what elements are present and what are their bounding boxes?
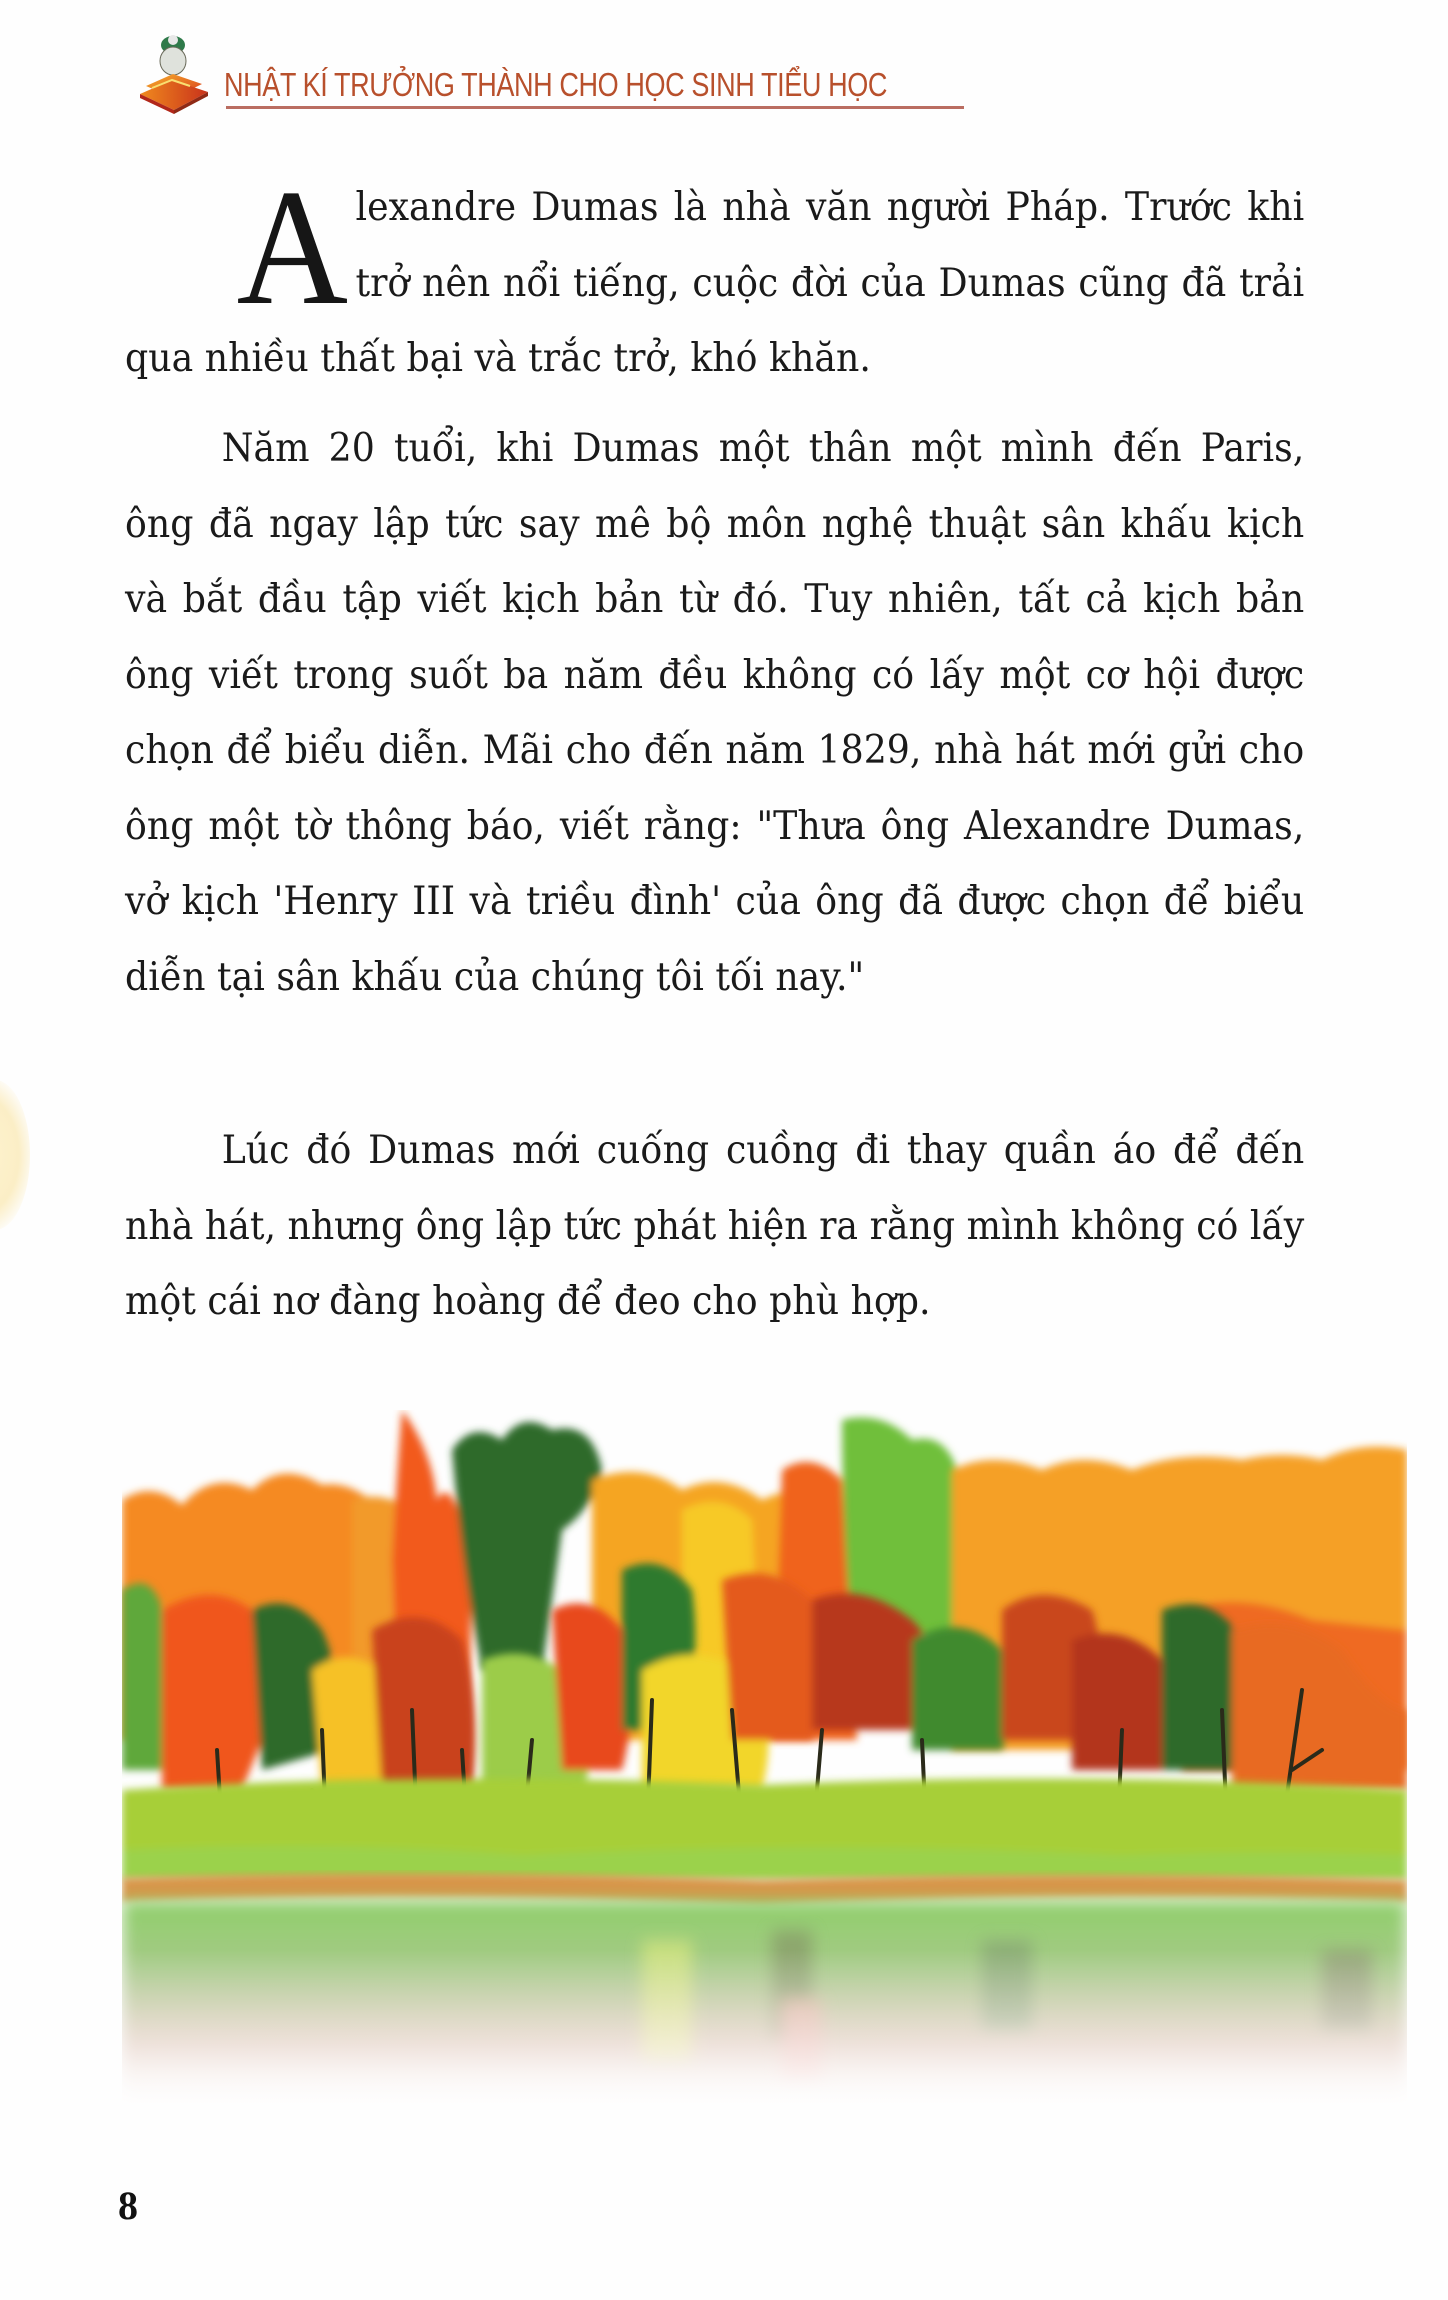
running-header	[128, 28, 978, 118]
page-edge-artifact	[0, 1080, 30, 1230]
autumn-forest-illustration	[122, 1410, 1407, 2110]
drop-cap: A	[236, 155, 349, 339]
watercolor-painting	[122, 1410, 1407, 2110]
paragraph-1	[125, 155, 1305, 397]
series-title: NHẬT KÍ TRƯỞNG THÀNH CHO HỌC SINH TIỂU HỌC	[224, 66, 888, 103]
header-underline	[226, 106, 964, 109]
paragraph-1-text: lexandre Dumas là nhà văn người Pháp. Trước khi trở nên nổi tiếng, cuộc đời của Dumas cũng đã trải qua nhiều thất bại và trắc trở, khó khăn.	[125, 185, 1305, 381]
paragraph-2-text: Năm 20 tuổi, khi Dumas một thân một mình đến Paris, ông đã ngay lập tức say mê bộ môn nghệ thuật sân khấu kịch và bắt đầu tập viết kịch bản từ đó. Tuy nhiên, tất cả kịch bản ông viết trong suốt ba năm đều không có lấy một cơ hội được chọn để biểu diễn. Mãi cho đến năm 1829, nhà hát mới gửi cho ông một tờ thông báo, viết rằng: "Thưa ông Alexandre Dumas, vở kịch 'Henry III và triều đình' của ông đã được chọn để biểu diễn tại sân khấu của chúng tôi tối nay."	[125, 426, 1305, 1000]
paragraph-3	[125, 1113, 1304, 1340]
page-number: 8	[118, 2183, 138, 2228]
book-stack-mascot-icon	[128, 28, 214, 116]
paragraph-3-text: Lúc đó Dumas mới cuống cuồng đi thay quần áo để đến nhà hát, nhưng ông lập tức phát hiện ra rằng mình không có lấy một cái nơ đàng hoàng để đeo cho phù hợp.	[125, 1128, 1305, 1324]
paragraph-2	[125, 411, 1304, 1015]
